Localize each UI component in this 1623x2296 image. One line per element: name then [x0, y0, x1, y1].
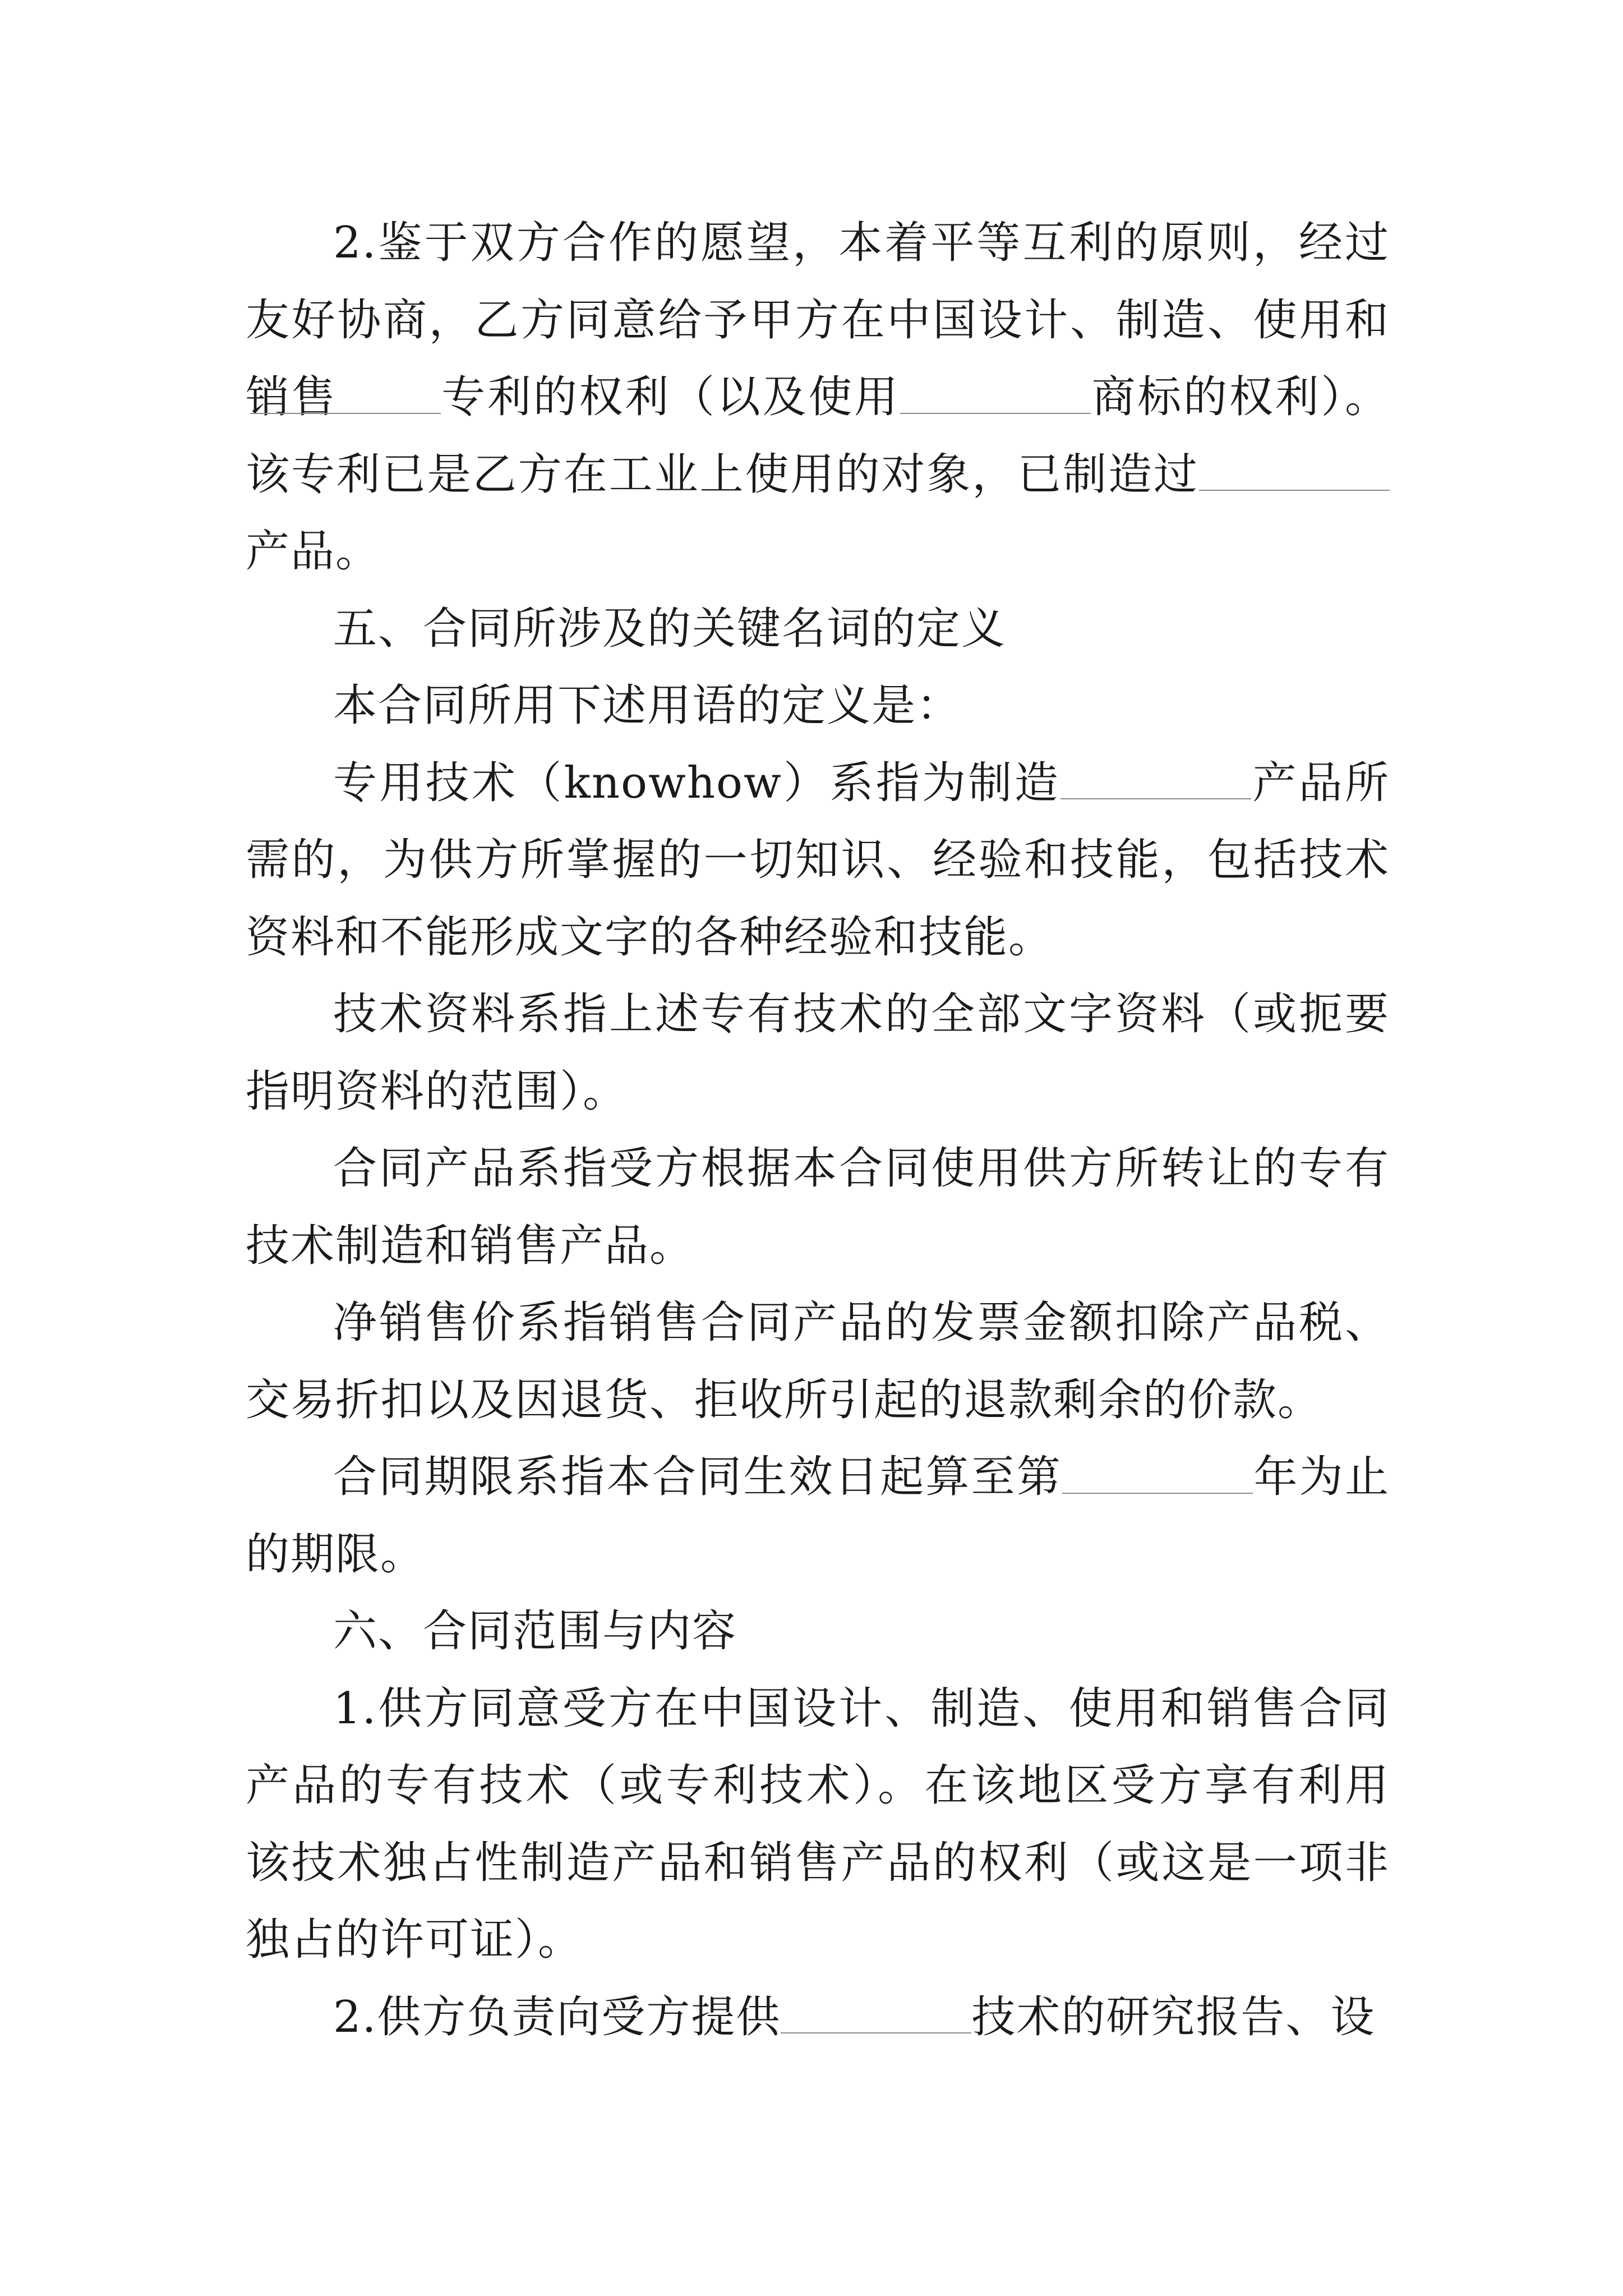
definition-contract-term	[246, 1439, 1390, 1593]
clause-4-2-text-1: 2.鉴于双方合作的愿望，本着平等互利的原则，经过友好协商，乙方同意给予甲方在中国设计、制造、使用和销售	[246, 218, 1390, 422]
section-6-title: 六、合同范围与内容	[333, 1606, 737, 1657]
clause-4-2	[246, 205, 1390, 591]
definition-knowhow-text-2: 产品所需的，为供方所掌握的一切知识、经验和技能，包括技术资料和不能形成文字的各种经验和技能。	[246, 757, 1390, 963]
clause-6-1: 1.供方同意受方在中国设计、制造、使用和销售合同产品的专有技术（或专利技术）。在该地区受方享有利用该技术独占性制造产品和销售产品的权利（或这是一项非独占的许可证）。	[246, 1683, 1390, 1965]
definition-knowhow-text-1: 专用技术（knowhow）系指为制造	[333, 757, 1061, 808]
clause-6-2-text-1: 2.供方负责向受方提供	[333, 1991, 781, 2042]
section-5-intro: 本合同所用下述用语的定义是：	[333, 680, 962, 731]
blank-product-made	[1199, 446, 1390, 491]
blank-term-years	[1062, 1449, 1253, 1494]
clause-4-2-text-2: 专利的权利（以及使用	[440, 372, 900, 422]
blank-knowhow-product	[1061, 754, 1251, 799]
definition-contract-product: 合同产品系指受方根据本合同使用供方所转让的专有技术制造和销售产品。	[246, 1143, 1390, 1271]
blank-patent-name	[250, 369, 441, 414]
blank-trademark-name	[900, 369, 1091, 414]
document-page	[246, 205, 1390, 2056]
definition-knowhow	[246, 745, 1390, 977]
definition-net-selling-price: 净销售价系指销售合同产品的发票金额扣除产品税、交易折扣以及因退货、拒收所引起的退款剩余的价款。	[246, 1297, 1390, 1425]
clause-6-2-text-2: 技术的研究报告、设	[971, 1991, 1376, 2042]
clause-4-2-text-4: 产品。	[246, 526, 381, 577]
definition-technical-data: 技术资料系指上述专有技术的全部文字资料（或扼要指明资料的范围）。	[246, 989, 1390, 1117]
definition-term-text-1: 合同期限系指本合同生效日起算至第	[333, 1452, 1063, 1502]
definition-term-text-2: 年为止的期限。	[246, 1452, 1390, 1580]
blank-technology-name	[781, 1989, 971, 2033]
clause-4-2-text-3: 商标的权利）。该专利已是乙方在工业上使用的对象，已制造过	[246, 372, 1390, 500]
clause-6-2	[246, 1979, 1390, 2056]
section-5-title: 五、合同所涉及的关键名词的定义	[333, 603, 1007, 654]
